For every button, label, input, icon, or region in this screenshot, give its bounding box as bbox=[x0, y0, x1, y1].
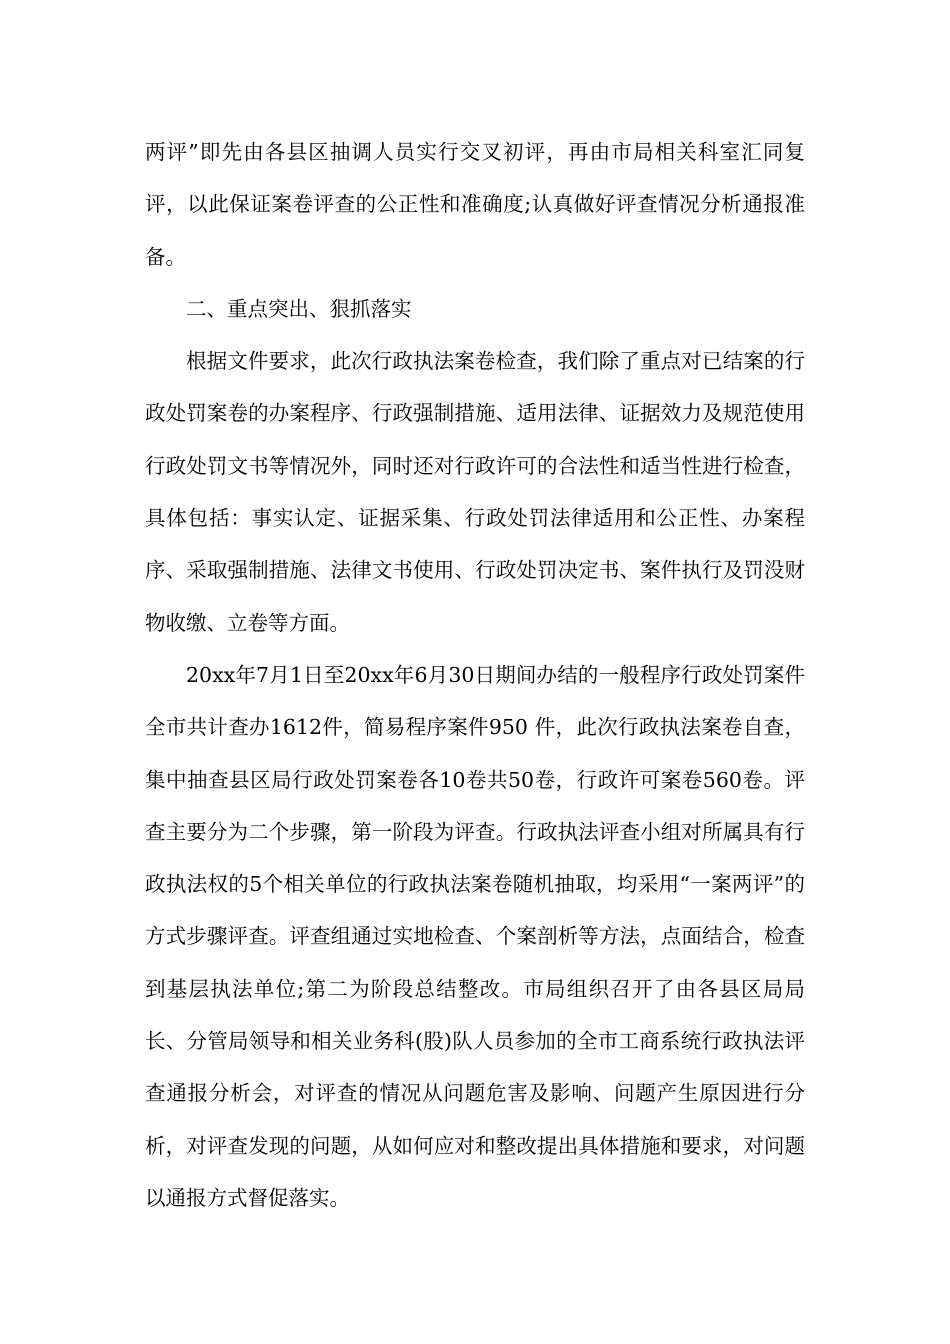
document-page bbox=[145, 126, 805, 1224]
paragraph-inspection-statistics: 20xx年7月1日至20xx年6月30日期间办结的一般程序行政处罚案件全市共计查办1612件，简易程序案件950 件，此次行政执法案卷自查，集中抽查县区局行政处罚案卷各10卷共50卷，行政许可案卷560卷。评查主要分为二个步骤，第一阶段为评查。行政执法评查小组对所属具有行政执法权的5个相关单位的行政执法案卷随机抽取，均采用“一案两评”的方式步骤评查。评查组通过实地检查、个案剖析等方法，点面结合，检查到基层执法单位;第二为阶段总结整改。市局组织召开了由各县区局局长、分管局领导和相关业务科(股)队人员参加的全市工商系统行政执法评查通报分析会，对评查的情况从问题危害及影响、问题产生原因进行分析，对评查发现的问题，从如何应对和整改提出具体措施和要求，对问题以通报方式督促落实。 bbox=[145, 662, 805, 1210]
paragraph-inspection-scope: 根据文件要求，此次行政执法案卷检查，我们除了重点对已结案的行政处罚案卷的办案程序、行政强制措施、适用法律、证据效力及规范使用行政处罚文书等情况外，同时还对行政许可的合法性和适当性进行检查，具体包括：事实认定、证据采集、行政处罚法律适用和公正性、办案程序、采取强制措施、法律文书使用、行政处罚决定书、案件执行及罚没财物收缴、立卷等方面。 bbox=[145, 349, 805, 635]
paragraph-continuation: 两评”即先由各县区抽调人员实行交叉初评，再由市局相关科室汇同复评，以此保证案卷评查的公正性和准确度;认真做好评查情况分析通报准备。 bbox=[145, 140, 805, 269]
section-heading: 二、重点突出、狠抓落实 bbox=[186, 296, 412, 321]
